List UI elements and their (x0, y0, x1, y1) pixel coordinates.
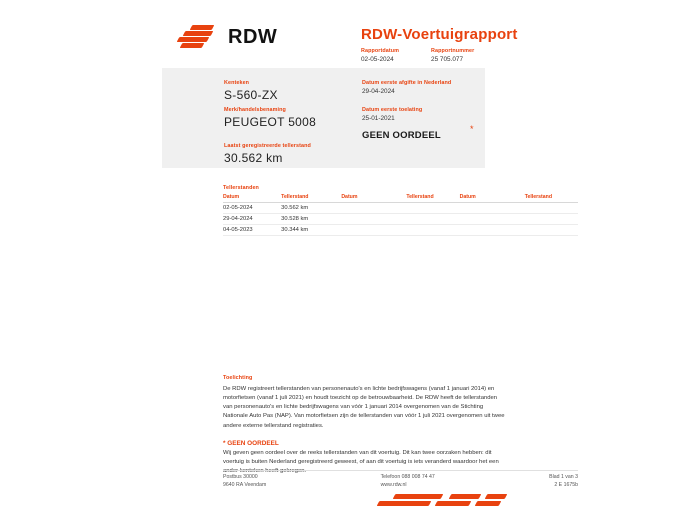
cell-datum (460, 225, 518, 236)
laatste-tellerstand-label: Laatst geregistreerde tellerstand (224, 143, 311, 149)
cell-tellerstand (518, 225, 578, 236)
vehicle-summary-panel (162, 68, 485, 168)
toelichting-body: De RDW registreert tellerstanden van personenauto's en lichte bedrijfswagens (vanaf 1 januari 2014) en motorfietsen (vanaf 1 juli 2021) en houdt toezicht op de betrouwbaarheid. De RDW heeft de tellerstanden van personenauto's en lichte bedrijfswagens van vóór 1 januari 2014 overgenomen van de Stichting Nationale Auto Pas (NAP). Van motorfietsen zijn de tellerstanden van vóór 1 juli 2021 overgenomen uit twee andere externe tellerstand registraties. (223, 386, 505, 429)
cell-tellerstand: 30.344 km (281, 225, 341, 236)
cell-datum (460, 214, 518, 225)
tellerstanden-section (223, 185, 578, 236)
report-meta (361, 48, 474, 63)
rdw-logo (176, 24, 277, 50)
eerste-afgifte-label: Datum eerste afgifte in Nederland (362, 80, 452, 86)
meta-rapportdatum-value: 02-05-2024 (361, 56, 394, 63)
laatste-tellerstand-value: 30.562 km (224, 151, 283, 165)
tellerstanden-table (223, 194, 578, 236)
cell-tellerstand (518, 203, 578, 214)
cell-datum (341, 203, 399, 214)
column-header-datum-3: Datum (460, 194, 518, 203)
meta-rapportnummer-value: 25 705.077 (431, 56, 464, 63)
footer-address-line2: 9640 RA Veendam (223, 482, 267, 488)
meta-rapportdatum-label: Rapportdatum (361, 48, 400, 54)
eerste-toelating-label: Datum eerste toelating (362, 107, 423, 113)
table-header-row (223, 194, 578, 203)
kenteken-label: Kenteken (224, 80, 250, 86)
rdw-logo-icon (176, 24, 222, 50)
cell-tellerstand (399, 225, 459, 236)
footer-form-code: 2 E 1675b (554, 482, 578, 488)
cell-datum: 04-05-2023 (223, 225, 281, 236)
meta-rapportnummer-label: Rapportnummer (431, 48, 475, 54)
eerste-toelating-value: 25-01-2021 (362, 115, 395, 122)
column-header-tellerstand-2: Tellerstand (399, 194, 459, 203)
cell-tellerstand (399, 203, 459, 214)
eerste-afgifte-value: 29-04-2024 (362, 88, 395, 95)
toelichting-section (223, 375, 508, 476)
cell-datum (341, 214, 399, 225)
cell-datum (460, 203, 518, 214)
table-row (223, 214, 578, 225)
cell-datum (341, 225, 399, 236)
column-header-tellerstand-1: Tellerstand (281, 194, 341, 203)
cell-datum: 02-05-2024 (223, 203, 281, 214)
cell-tellerstand (518, 214, 578, 225)
column-header-tellerstand-3: Tellerstand (518, 194, 578, 203)
merk-label: Merk/handelsbenaming (224, 107, 286, 113)
footer-address (223, 474, 266, 488)
column-header-datum-1: Datum (223, 194, 281, 203)
cell-datum: 29-04-2024 (223, 214, 281, 225)
meta-rapportnummer (431, 48, 474, 63)
geen-oordeel-body: Wij geven geen oordeel over de reeks tellerstanden van dit voertuig. Dit kan twee oorzaken hebben: dit voertuig is buiten Nederland geregistreerd geweest, of aan dit voertuig is iets veranderd waardoor het een ander kenteken heeft gekregen. (223, 449, 499, 474)
meta-rapportdatum (361, 48, 399, 63)
cell-tellerstand: 30.562 km (281, 203, 341, 214)
column-header-datum-2: Datum (341, 194, 399, 203)
document-header (0, 10, 685, 68)
cell-tellerstand (399, 214, 459, 225)
footer-phone: Telefoon 088 008 74 47 (380, 474, 435, 480)
footer-address-line1: Postbus 30000 (223, 474, 258, 480)
asterisk-marker: * (470, 124, 474, 134)
footer-website[interactable]: www.rdw.nl (380, 482, 407, 488)
status-badge: GEEN OORDEEL (362, 130, 441, 141)
table-row (223, 203, 578, 214)
footer-contact (381, 474, 435, 488)
merk-value: PEUGEOT 5008 (224, 115, 317, 129)
toelichting-title: Toelichting (223, 375, 253, 381)
footer-page-number: Blad 1 van 3 (549, 474, 578, 480)
kenteken-value: S-560-ZX (224, 88, 278, 102)
geen-oordeel-title: * GEEN OORDEEL (223, 439, 279, 447)
rdw-logo-text: RDW (228, 25, 278, 48)
table-row (223, 225, 578, 236)
page-title: RDW-Voertuigrapport (361, 26, 518, 43)
footer-pagination (549, 474, 578, 488)
footer-decorative-icon (378, 493, 518, 511)
tellerstanden-title: Tellerstanden (223, 185, 259, 191)
cell-tellerstand: 30.528 km (281, 214, 341, 225)
document-footer (223, 470, 578, 488)
